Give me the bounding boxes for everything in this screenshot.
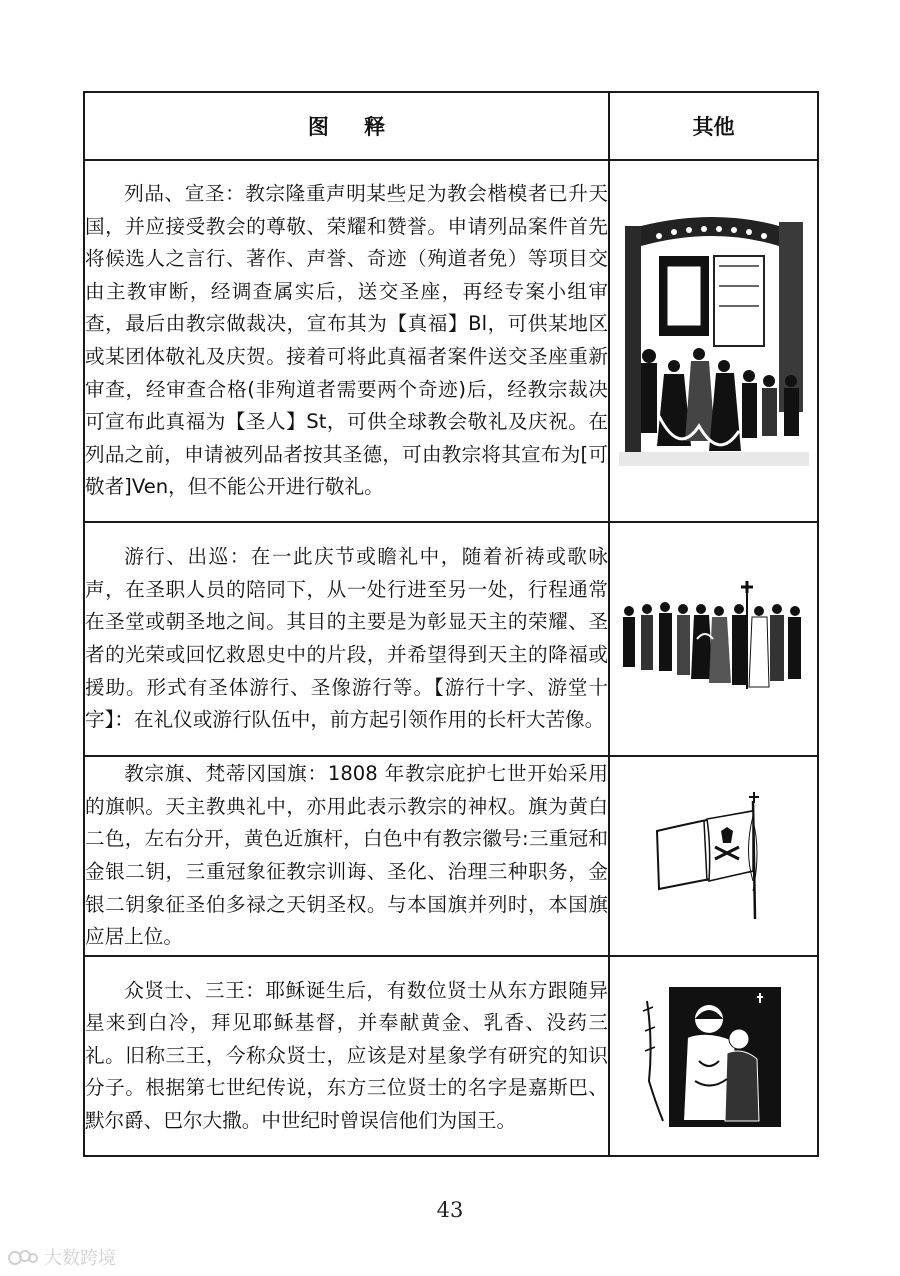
procession-illustration — [609, 522, 818, 756]
procession-illustration-icon — [619, 579, 809, 699]
table-header-row — [84, 92, 818, 160]
entry-magi-text: 众贤士、三王：耶稣诞生后，有数位贤士从东方跟随异星来到白冷，拜见耶稣基督，并奉献黄金、乳香、没药三礼。旧称三王，今称众贤士，应该是对星象学有研究的知识分子。根据第七世纪传说，东方三位贤士的名字是嘉斯巴、默尔爵、巴尔大撒。中世纪时曾误信他们为国王。 — [84, 956, 609, 1156]
watermark-logo-icon — [8, 1248, 38, 1266]
table-row — [84, 160, 818, 522]
watermark-text: 大数跨境 — [44, 1248, 116, 1269]
papal-flag-illustration-icon — [649, 791, 779, 921]
table-row — [84, 956, 818, 1156]
magi-illustration-icon — [639, 981, 789, 1131]
table-row — [84, 522, 818, 756]
entry-procession-text: 游行、出巡：在一此庆节或瞻礼中，随着祈祷或歌咏声，在圣职人员的陪同下，从一处行进至另一处，行程通常在圣堂或朝圣地之间。其目的主要是为彰显天主的荣耀、圣者的光荣或回忆救恩史中的片段，并希望得到天主的降福或援助。形式有圣体游行、圣像游行等。【游行十字、游堂十字】：在礼仪或游行队伍中，前方起引领作用的长杆大苦像。 — [84, 522, 609, 756]
entry-canonization-text: 列品、宣圣：教宗隆重声明某些足为教会楷模者已升天国，并应接受教会的尊敬、荣耀和赞誉。申请列品案件首先将候选人之言行、著作、声誉、奇迹（殉道者免）等项目交由主教审断，经调查属实后，送交圣座，再经专案小组审查，最后由教宗做裁决，宣布其为【真福】Bl，可供某地区或某团体敬礼及庆贺。接着可将此真福者案件送交圣座重新审查，经审查合格(非殉道者需要两个奇迹)后，经教宗裁决可宣布此真福为【圣人】St，可供全球教会敬礼及庆祝。在列品之前，申请被列品者按其圣德，可由教宗将其宣布为[可敬者]Ven，但不能公开进行敬礼。 — [84, 160, 609, 522]
watermark — [8, 1242, 116, 1272]
header-other: 其他 — [609, 92, 818, 160]
page-number: 43 — [436, 1198, 464, 1222]
canonization-illustration-icon — [619, 216, 809, 466]
header-explanation: 图 释 — [84, 92, 609, 160]
magi-illustration — [609, 956, 818, 1156]
table-row — [84, 756, 818, 956]
entry-papal-flag-text: 教宗旗、梵蒂冈国旗：1808 年教宗庇护七世开始采用的旗帜。天主教典礼中，亦用此表示教宗的神权。旗为黄白二色，左右分开，黄色近旗杆，白色中有教宗徽号:三重冠和金银二钥，三重冠象征教宗训诲、圣化、治理三种职务，金银二钥象征圣伯多禄之天钥圣权。与本国旗并列时，本国旗应居上位。 — [84, 756, 609, 956]
papal-flag-illustration — [609, 756, 818, 956]
canonization-illustration — [609, 160, 818, 522]
glossary-table — [83, 91, 819, 1157]
